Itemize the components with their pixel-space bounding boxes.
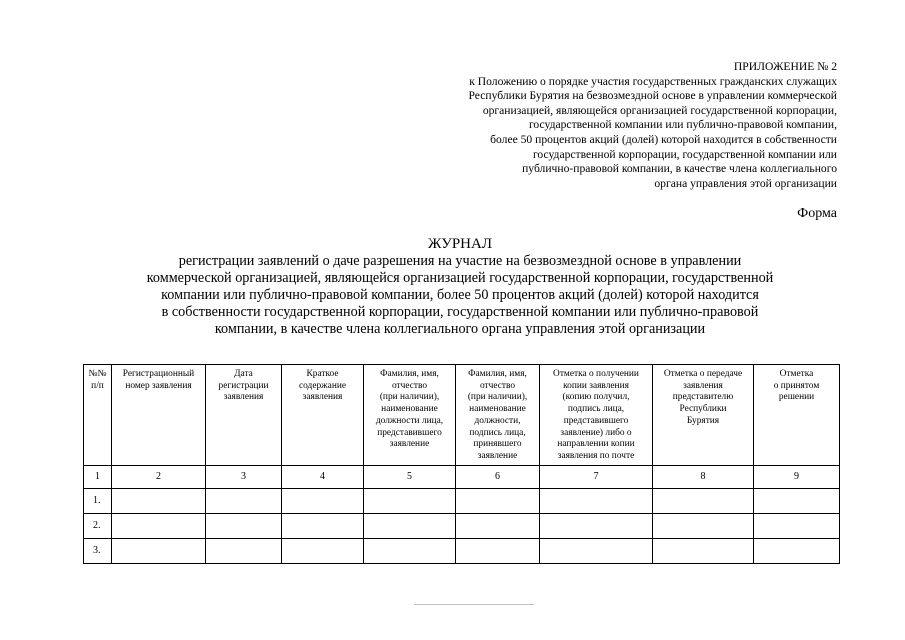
journal-subtitle-line: в собственности государственной корпорации, государственной компании или публично-правовой (161, 303, 759, 320)
journal-subtitle-line: регистрации заявлений о даче разрешения на участие на безвозмездной основе в управлении (178, 253, 742, 269)
column-header-receiver (456, 365, 540, 466)
header-text: Отметка о передаче заявления представителю Республики Бурятия (663, 369, 743, 426)
footer-divider (414, 604, 534, 605)
header-text: Фамилия, имя, отчество (при наличии), наименование должности, подпись лица, принявшего заявление (467, 369, 528, 461)
form-label: Форма (797, 206, 837, 221)
table-cell[interactable] (206, 538, 282, 563)
table-cell[interactable] (112, 538, 206, 563)
column-number: 6 (456, 465, 540, 488)
table-cell[interactable] (540, 488, 653, 513)
table-cell[interactable] (206, 488, 282, 513)
appendix-line: более 50 процентов акций (долей) которой находится в собственности (490, 132, 837, 146)
column-number: 3 (206, 465, 282, 488)
table-row (84, 513, 840, 538)
table-cell[interactable] (754, 513, 840, 538)
table-cell[interactable] (206, 513, 282, 538)
table-cell[interactable] (456, 488, 540, 513)
header-text: Отметка о получении копии заявления (копию получил, подпись лица, представившего заявление) либо о направлении копии заявления по почте (553, 369, 639, 461)
column-header-copy-receipt (540, 365, 653, 466)
column-number: 8 (653, 465, 754, 488)
table-cell[interactable] (653, 513, 754, 538)
appendix-line: к Положению о порядке участия государственных гражданских служащих (469, 74, 837, 88)
table-cell[interactable] (364, 538, 456, 563)
table-row (84, 488, 840, 513)
column-header-decision (754, 365, 840, 466)
column-header-submitter (364, 365, 456, 466)
table-cell[interactable] (364, 488, 456, 513)
table-cell[interactable] (364, 513, 456, 538)
appendix-line: государственной корпорации, государственной компании или (532, 147, 837, 161)
table-cell[interactable] (282, 488, 364, 513)
appendix-line: органа управления этой организации (654, 176, 837, 190)
table-cell[interactable] (653, 488, 754, 513)
journal-subtitle-line: коммерческой организацией, являющейся организацией государственной корпорации, государственной (146, 269, 774, 286)
header-text: Дата регистрации заявления (218, 369, 269, 403)
table-row (84, 538, 840, 563)
column-header-transfer (653, 365, 754, 466)
table-cell[interactable] (540, 513, 653, 538)
table-cell[interactable] (754, 538, 840, 563)
column-number: 2 (112, 465, 206, 488)
table-cell[interactable] (112, 513, 206, 538)
table-cell[interactable] (282, 513, 364, 538)
column-number: 9 (754, 465, 840, 488)
column-number: 7 (540, 465, 653, 488)
column-header-number (84, 365, 112, 466)
column-number: 4 (282, 465, 364, 488)
row-number: 2. (84, 513, 112, 538)
header-text: Краткое содержание заявления (298, 369, 347, 403)
column-header-summary (282, 365, 364, 466)
column-number: 5 (364, 465, 456, 488)
journal-heading (80, 236, 840, 338)
journal-subtitle-line: компании или публично-правовой компании, более 50 процентов акций (долей) которой находится (161, 286, 759, 303)
table-header-row (84, 365, 840, 466)
header-text: Регистрационный номер заявления (122, 369, 195, 391)
table-cell[interactable] (754, 488, 840, 513)
table-cell[interactable] (456, 513, 540, 538)
appendix-line: Республики Бурятия на безвозмездной основе в управлении коммерческой (468, 89, 837, 103)
table-cell[interactable] (456, 538, 540, 563)
column-number: 1 (84, 465, 112, 488)
appendix-line: организацией, являющейся организацией государственной корпорации, (482, 103, 837, 117)
column-number-row (84, 465, 840, 488)
journal-title: ЖУРНАЛ (427, 236, 493, 252)
column-header-registration-date (206, 365, 282, 466)
table-cell[interactable] (112, 488, 206, 513)
header-text: Отметка о принятом решении (773, 369, 820, 403)
registration-table (83, 364, 840, 564)
appendix-line: публично-правовой компании, в качестве члена коллегиального (522, 162, 837, 176)
header-text: Фамилия, имя, отчество (при наличии), наименование должности лица, представившего заявление (375, 369, 444, 450)
table-cell[interactable] (653, 538, 754, 563)
column-header-registration-number (112, 365, 206, 466)
table-cell[interactable] (282, 538, 364, 563)
row-number: 3. (84, 538, 112, 563)
appendix-header (469, 60, 838, 191)
row-number: 1. (84, 488, 112, 513)
appendix-line: государственной компании или публично-правовой компании, (528, 118, 837, 132)
journal-subtitle-line: компании, в качестве члена коллегиального органа управления этой организации (214, 320, 706, 337)
appendix-title: ПРИЛОЖЕНИЕ № 2 (733, 60, 837, 73)
header-text: №№ п/п (88, 369, 107, 391)
table-cell[interactable] (540, 538, 653, 563)
